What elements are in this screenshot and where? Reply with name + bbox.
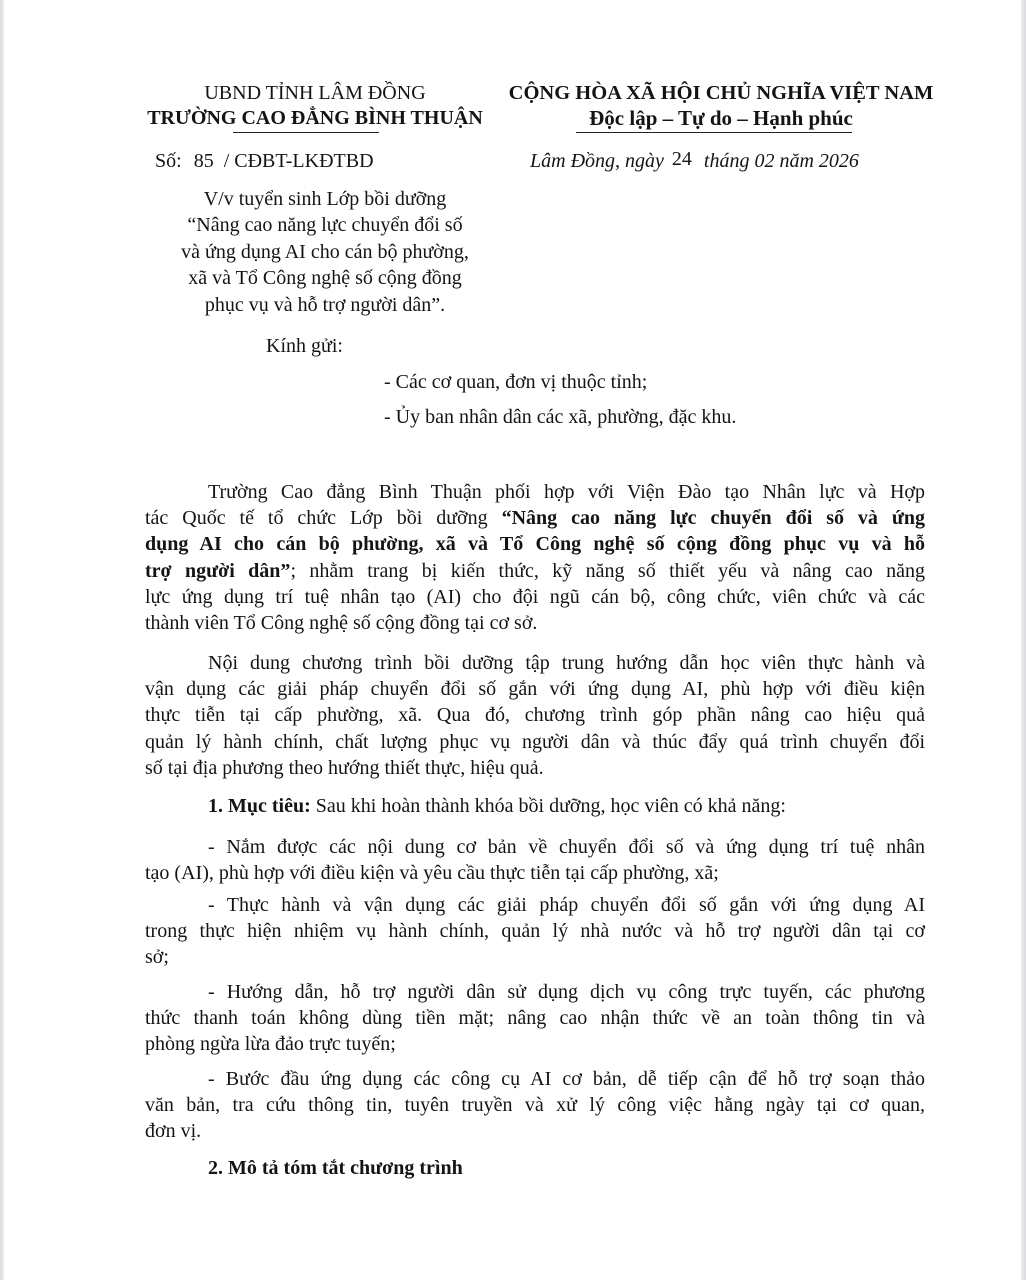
section-1-heading [145,793,925,819]
objective-item [145,834,925,886]
objective-item [145,892,925,971]
subject-block [140,186,510,318]
text-line: trong thực hiện nhiệm vụ hành chính, quản lý nhà nước và hỗ trợ người dân tại cơ [145,920,925,943]
agency-parent: UBND TỈNH LÂM ĐỒNG [204,82,426,104]
page-edge-left [0,0,4,1280]
text-line: quản lý hành chính, chất lượng phục vụ người dân và thúc đẩy quá trình chuyển đổi [145,730,925,753]
agency-underline [233,132,379,133]
issuing-agency [130,80,500,130]
content-paragraph [145,650,925,781]
doc-number: 85 [193,150,214,172]
text-line: - Bước đầu ứng dụng các công cụ AI cơ bản, dễ tiếp cận để hỗ trợ soạn thảo [208,1068,925,1090]
text-line: tạo (AI), phù hợp với điều kiện và yêu cầu thực tiễn tại cấp phường, xã; [145,862,719,885]
text-line: văn bản, tra cứu thông tin, tuyên truyền và xử lý công việc hằng ngày tại cơ quan, [145,1094,925,1117]
motto-underline [576,132,852,133]
text-line: phòng ngừa lừa đảo trực tuyến; [145,1033,396,1056]
subject-line: phục vụ và hỗ trợ người dân”. [204,293,446,316]
doc-number-label: Số: [155,150,182,172]
subject-line: “Nâng cao năng lực chuyển đổi số [187,214,463,237]
agency-name: TRƯỜNG CAO ĐẲNG BÌNH THUẬN [147,107,483,129]
text-line: đơn vị. [145,1120,202,1143]
national-motto [500,80,942,130]
objective-item [145,979,925,1058]
text-line: thực tiễn tại cấp phường, xã. Qua đó, chương trình góp phần nâng cao hiệu quả [145,704,925,727]
intro-paragraph [145,479,925,636]
text-line: số tại địa phương theo hướng thiết thực, hiệu quả. [145,756,544,779]
course-title-bold: dụng AI cho cán bộ phường, xã và Tổ Công nghệ số cộng đồng phục vụ và hỗ [145,533,925,556]
text-line: - Hướng dẫn, hỗ trợ người dân sử dụng dịch vụ công trực tuyến, các phương [208,981,925,1003]
recipient-item: - Ủy ban nhân dân các xã, phường, đặc khu. [384,406,737,428]
text-line: Nội dung chương trình bồi dưỡng tập trung hướng dẫn học viên thực hành và [208,652,925,674]
date-suffix: tháng 02 năm 2026 [703,150,859,172]
document-date [530,148,859,174]
section-heading: 1. Mục tiêu: [208,795,311,817]
text-line [145,505,925,531]
recipients-greeting: Kính gửi: [266,335,343,357]
text-line: vận dụng các giải pháp chuyển đổi số gắn với ứng dụng AI, phù hợp với điều kiện [145,678,925,701]
date-day: 24 [671,148,692,170]
subject-line: xã và Tổ Công nghệ số cộng đồng [188,267,462,290]
text-line: - Nắm được các nội dung cơ bản về chuyển đổi số và ứng dụng trí tuệ nhân [208,836,925,858]
objective-item [145,1066,925,1145]
section-2-heading [145,1155,925,1181]
text-line: lực ứng dụng trí tuệ nhân tạo (AI) cho đội ngũ cán bộ, công chức, viên chức và các [145,585,925,608]
section-heading: 2. Mô tả tóm tắt chương trình [208,1157,463,1179]
text-run: ; nhằm trang bị kiến thức, kỹ năng số thiết yếu và nâng cao năng [290,559,925,582]
section-intro: Sau khi hoàn thành khóa bồi dưỡng, học viên có khả năng: [310,795,786,817]
document-number [155,148,374,174]
text-line: - Thực hành và vận dụng các giải pháp chuyển đổi số gắn với ứng dụng AI [208,894,925,916]
course-title-bold: “Nâng cao năng lực chuyển đổi số và ứng [501,507,925,530]
text-line: thành viên Tổ Công nghệ số cộng đồng tại cơ sở. [145,611,538,634]
text-line [145,793,925,819]
nation-name: CỘNG HÒA XÃ HỘI CHỦ NGHĨA VIỆT NAM [508,82,934,104]
text-line: Trường Cao đẳng Bình Thuận phối hợp với Viện Đào tạo Nhân lực và Hợp [208,481,925,503]
motto: Độc lập – Tự do – Hạnh phúc [589,106,853,130]
course-title-bold: trợ người dân” [145,559,291,582]
text-line: thức thanh toán không dùng tiền mặt; nâng cao nhận thức về an toàn thông tin và [145,1007,925,1030]
text-run: tác Quốc tế tổ chức Lớp bồi dưỡng [145,507,502,530]
subject-line: và ứng dụng AI cho cán bộ phường, [181,240,469,263]
text-line: sở; [145,946,169,969]
doc-code: / CĐBT-LKĐTBD [223,150,374,172]
date-prefix: Lâm Đồng, ngày [530,150,664,172]
subject-line: V/v tuyển sinh Lớp bồi dưỡng [203,188,447,210]
page-edge-right [1021,0,1026,1280]
text-line [145,558,925,584]
recipient-item: - Các cơ quan, đơn vị thuộc tỉnh; [384,371,648,393]
